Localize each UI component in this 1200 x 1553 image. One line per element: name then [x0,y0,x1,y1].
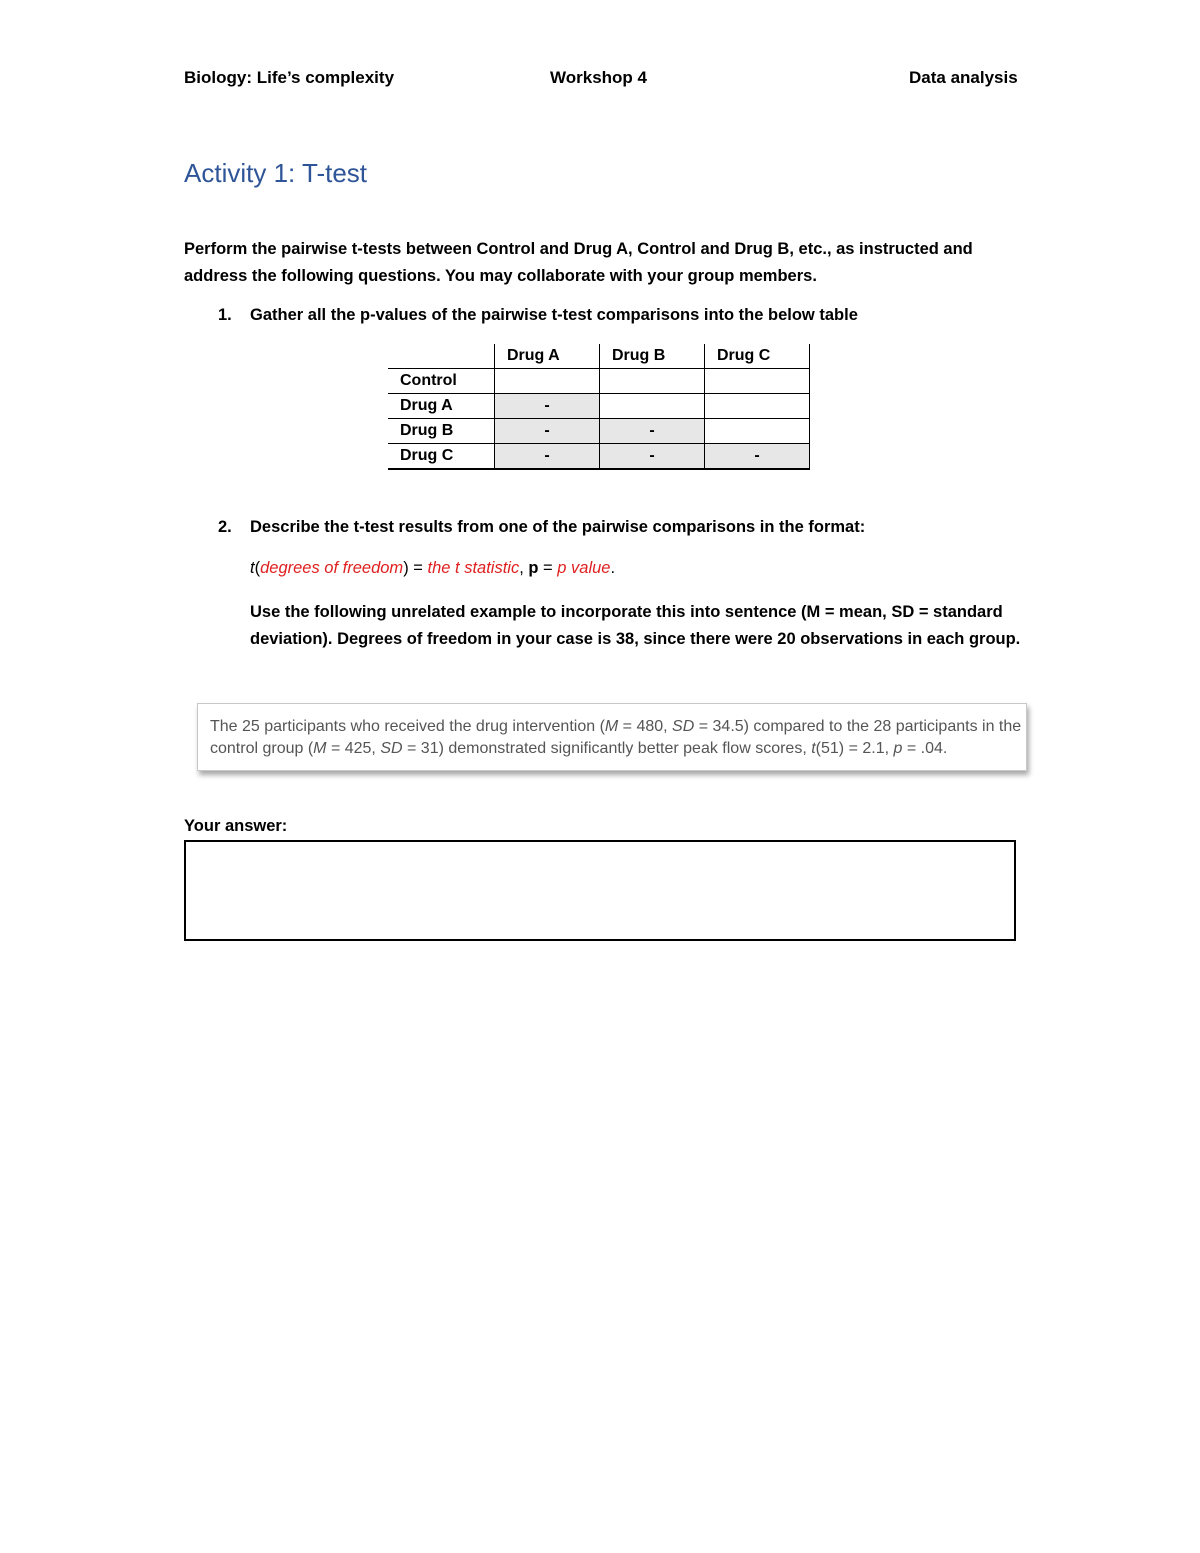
header-course: Biology: Life’s complexity [184,68,395,87]
format-comma: , [519,559,529,577]
column-header-drug-a: Drug A [495,344,600,369]
format-tstat: the t statistic [427,559,520,577]
cell-drug-b-drug-b: - [600,419,705,444]
example-p: p [893,740,903,757]
row-header-drug-c: Drug C [388,444,495,470]
question-2-number: 2. [218,518,232,536]
question-2-text: Describe the t-test results from one of the pairwise comparisons in the format: [250,518,866,536]
example-instructions: Use the following unrelated example to incorporate this into sentence (M = mean, SD = standard deviation). Degrees of freedom in your case is 38, since there were 20 observations in each group. [250,603,1021,648]
row-header-drug-a: Drug A [388,394,495,419]
header-workshop: Workshop 4 [550,68,647,87]
cell-drug-c-drug-a: - [495,444,600,470]
format-eq: = [538,559,558,577]
question-1-text: Gather all the p-values of the pairwise t-test comparisons into the below table [250,306,858,324]
column-header-drug-b: Drug B [600,344,705,369]
example-text-e: = 31) demonstrated significantly better peak flow scores, [402,740,812,757]
cell-drug-a-drug-b[interactable] [600,394,705,419]
example-sd1: SD [672,718,695,735]
example-sd2: SD [380,740,403,757]
example-text-c: = 34.5) compared to the 28 participants in the control group ( [210,718,1022,757]
format-pval: p value [557,559,611,577]
example-m2: M [313,740,327,757]
answer-label: Your answer: [184,817,288,835]
cell-drug-b-drug-c[interactable] [705,419,810,444]
cell-control-drug-b[interactable] [600,369,705,394]
cell-drug-b-drug-a: - [495,419,600,444]
format-open: ( [254,559,261,577]
table-row [388,369,810,394]
example-m1: M [604,718,619,735]
answer-box[interactable] [184,840,1016,941]
cell-drug-a-drug-c[interactable] [705,394,810,419]
result-format [250,559,615,578]
example-box [197,703,1027,771]
page-title: Activity 1: T-test [184,158,368,188]
example-text-g: = .04. [902,740,948,757]
format-period: . [610,559,616,577]
example-text-f: (51) = 2.1, [815,740,894,757]
format-t: t [250,559,255,577]
table-row [388,394,810,419]
format-p: p [528,559,539,577]
p-value-table [388,344,810,470]
example-text-b: = 480, [618,718,673,735]
example-text-a: The 25 participants who received the drug intervention ( [210,718,605,735]
table-row [388,419,810,444]
column-header-drug-c: Drug C [705,344,810,369]
table-header-row [388,344,810,369]
cell-control-drug-a[interactable] [495,369,600,394]
row-header-control: Control [388,369,495,394]
format-df: degrees of freedom [260,559,404,577]
table-row [388,444,810,470]
intro-paragraph: Perform the pairwise t-tests between Control and Drug A, Control and Drug B, etc., as instructed and address the following questions. You may collaborate with your group members. [184,240,973,285]
example-text-d: = 425, [326,740,381,757]
format-close-eq: ) = [403,559,428,577]
cell-control-drug-c[interactable] [705,369,810,394]
cell-drug-c-drug-c: - [705,444,810,470]
cell-drug-c-drug-b: - [600,444,705,470]
cell-drug-a-drug-a: - [495,394,600,419]
header-topic: Data analysis [909,68,1018,87]
table-corner [388,344,495,369]
question-1-number: 1. [218,306,232,324]
row-header-drug-b: Drug B [388,419,495,444]
example-t: t [811,740,816,757]
